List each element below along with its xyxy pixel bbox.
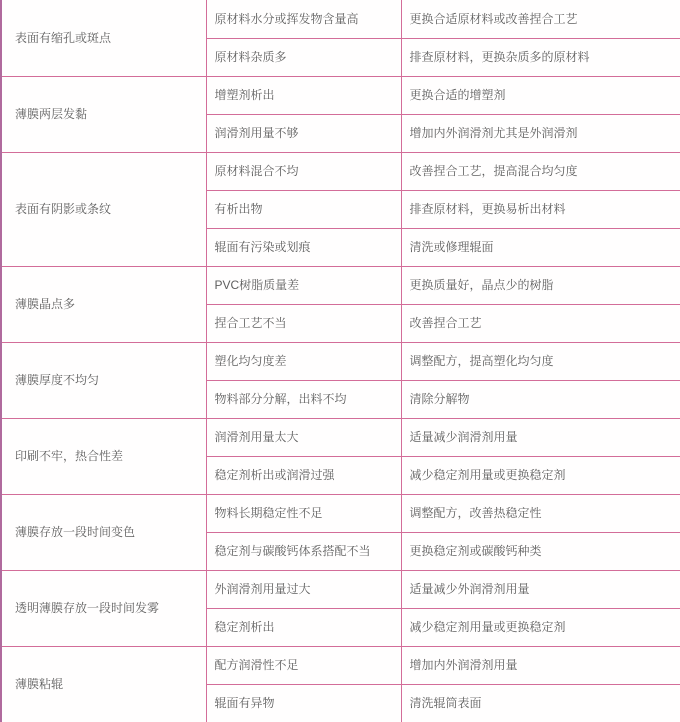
- cause-cell: 辊面有异物: [206, 684, 401, 722]
- solution-cell: 排查原材料，更换易析出材料: [401, 190, 680, 228]
- solution-cell: 增加内外润滑剂用量: [401, 646, 680, 684]
- cause-cell: 原材料杂质多: [206, 38, 401, 76]
- solution-cell: 清洗或修理辊面: [401, 228, 680, 266]
- solution-cell: 更换稳定剂或碳酸钙种类: [401, 532, 680, 570]
- problem-cell: 透明薄膜存放一段时间发雾: [1, 570, 206, 646]
- table-row: [1, 266, 680, 304]
- solution-cell: 适量减少润滑剂用量: [401, 418, 680, 456]
- cause-cell: 物料长期稳定性不足: [206, 494, 401, 532]
- solution-cell: 清除分解物: [401, 380, 680, 418]
- problem-cell: 薄膜厚度不均匀: [1, 342, 206, 418]
- cause-cell: 物料部分分解，出料不均: [206, 380, 401, 418]
- solution-cell: 适量减少外润滑剂用量: [401, 570, 680, 608]
- cause-cell: 稳定剂析出: [206, 608, 401, 646]
- problem-cell: 薄膜两层发黏: [1, 76, 206, 152]
- cause-cell: 稳定剂析出或润滑过强: [206, 456, 401, 494]
- solution-cell: 改善捏合工艺: [401, 304, 680, 342]
- cause-cell: PVC树脂质量差: [206, 266, 401, 304]
- problem-cell: 薄膜存放一段时间变色: [1, 494, 206, 570]
- problem-cell: 薄膜晶点多: [1, 266, 206, 342]
- cause-cell: 有析出物: [206, 190, 401, 228]
- cause-cell: 外润滑剂用量过大: [206, 570, 401, 608]
- solution-cell: 更换质量好，晶点少的树脂: [401, 266, 680, 304]
- cause-cell: 原材料混合不均: [206, 152, 401, 190]
- cause-cell: 塑化均匀度差: [206, 342, 401, 380]
- cause-cell: 捏合工艺不当: [206, 304, 401, 342]
- cause-cell: 润滑剂用量太大: [206, 418, 401, 456]
- table-row: [1, 342, 680, 380]
- table-row: [1, 418, 680, 456]
- solution-cell: 调整配方，改善热稳定性: [401, 494, 680, 532]
- problem-cell: 薄膜粘辊: [1, 646, 206, 722]
- problem-cell: 表面有缩孔或斑点: [1, 0, 206, 76]
- cause-cell: 稳定剂与碳酸钙体系搭配不当: [206, 532, 401, 570]
- solution-cell: 清洗辊筒表面: [401, 684, 680, 722]
- cause-cell: 原材料水分或挥发物含量高: [206, 0, 401, 38]
- problem-cell: 印刷不牢，热合性差: [1, 418, 206, 494]
- table-row: [1, 0, 680, 38]
- solution-cell: 改善捏合工艺，提高混合均匀度: [401, 152, 680, 190]
- solution-cell: 减少稳定剂用量或更换稳定剂: [401, 456, 680, 494]
- solution-cell: 更换合适的增塑剂: [401, 76, 680, 114]
- solution-cell: 更换合适原材料或改善捏合工艺: [401, 0, 680, 38]
- table-row: [1, 494, 680, 532]
- cause-cell: 辊面有污染或划痕: [206, 228, 401, 266]
- cause-cell: 润滑剂用量不够: [206, 114, 401, 152]
- cause-cell: 增塑剂析出: [206, 76, 401, 114]
- table-row: [1, 152, 680, 190]
- table-row: [1, 76, 680, 114]
- table-row: [1, 570, 680, 608]
- defect-table-body: [1, 0, 680, 722]
- cause-cell: 配方润滑性不足: [206, 646, 401, 684]
- table-row: [1, 646, 680, 684]
- problem-cell: 表面有阴影或条纹: [1, 152, 206, 266]
- solution-cell: 排查原材料，更换杂质多的原材料: [401, 38, 680, 76]
- solution-cell: 调整配方，提高塑化均匀度: [401, 342, 680, 380]
- solution-cell: 增加内外润滑剂尤其是外润滑剂: [401, 114, 680, 152]
- solution-cell: 减少稳定剂用量或更换稳定剂: [401, 608, 680, 646]
